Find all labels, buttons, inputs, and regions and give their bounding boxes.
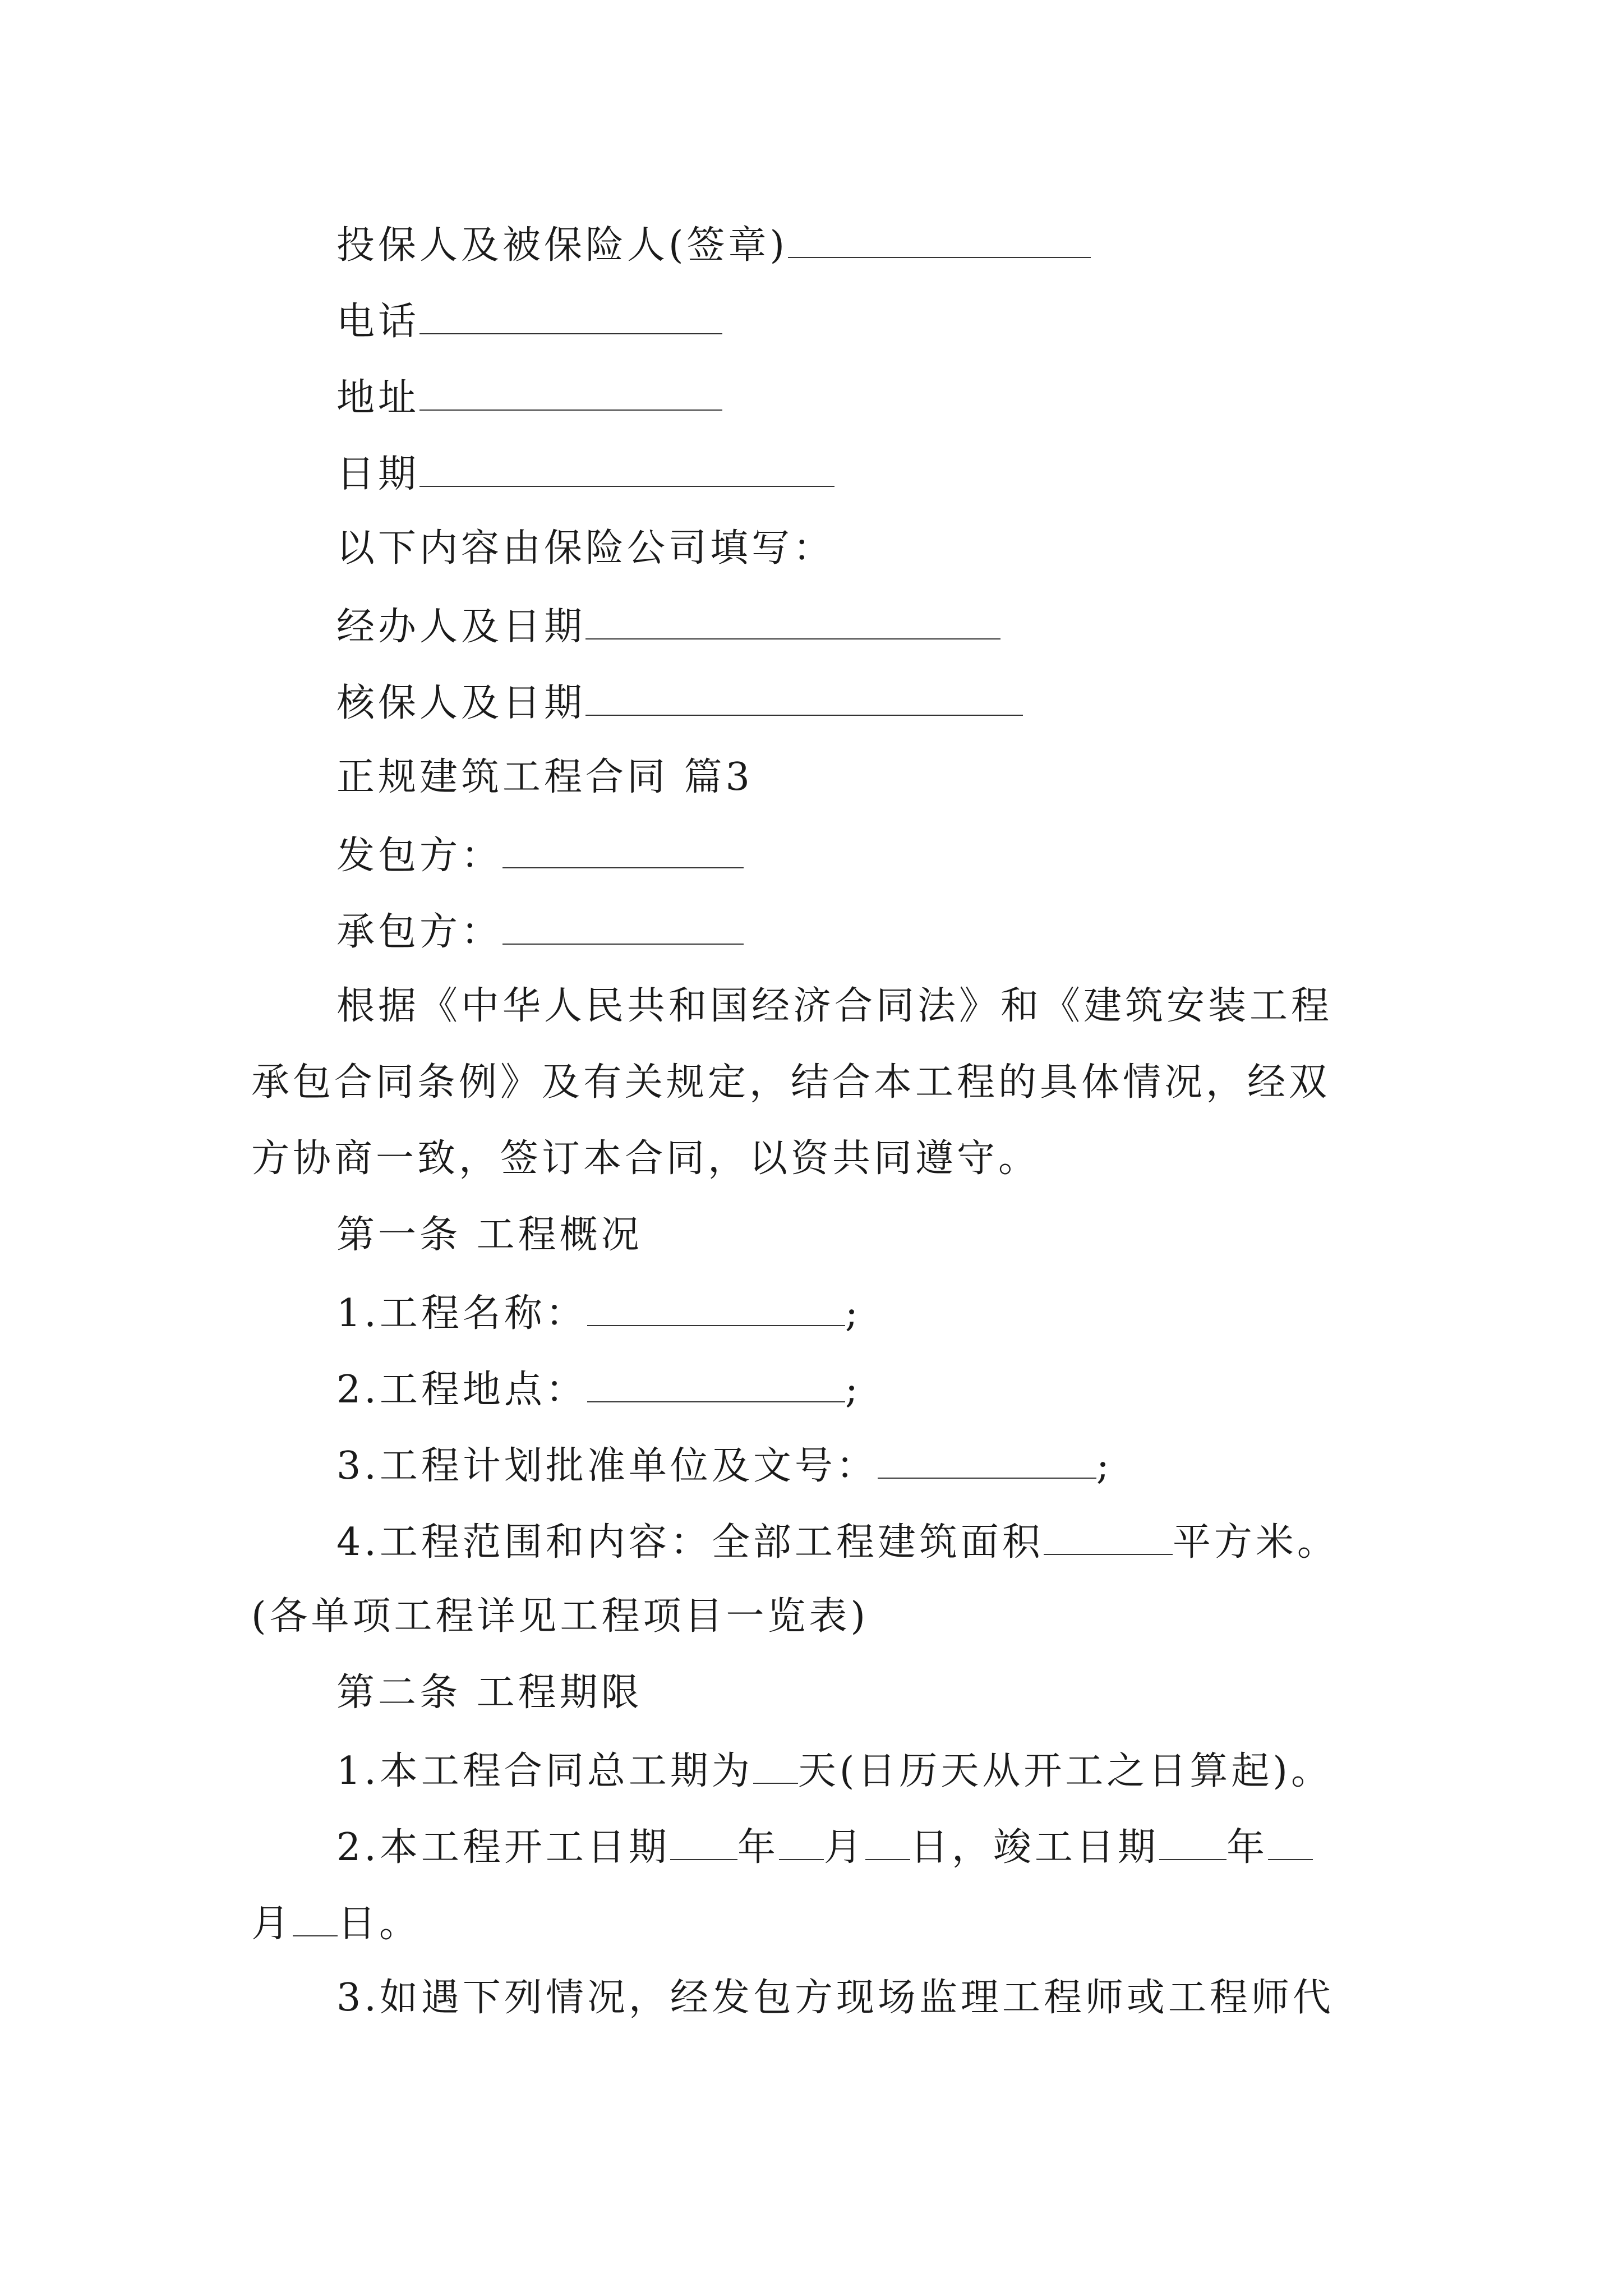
employer-label: 发包方：: [336, 834, 503, 878]
insurer-note: 以下内容由保险公司填写：: [336, 526, 835, 570]
applicant-line: [336, 223, 1091, 268]
applicant-blank[interactable]: [788, 224, 1091, 258]
contractor-blank[interactable]: [502, 911, 744, 945]
article1-heading: 第一条 工程概况: [336, 1213, 643, 1257]
preamble-line-1: 根据《中华人民共和国经济合同法》和《建筑安装工程: [336, 984, 1333, 1028]
article2-heading: 第二条 工程期限: [336, 1671, 643, 1715]
applicant-label: 投保人及被保险人(签章): [336, 223, 789, 268]
area-blank[interactable]: [1044, 1521, 1173, 1555]
employer-blank[interactable]: [502, 835, 744, 868]
date-label: 日期: [336, 452, 420, 496]
item3-semicolon: ;: [1096, 1444, 1113, 1488]
address-label: 地址: [336, 376, 420, 420]
article2-item2: [336, 1825, 1313, 1870]
end-month-label: 月: [251, 1902, 293, 1946]
article1-item1: [336, 1291, 861, 1336]
approval-unit-blank[interactable]: [878, 1445, 1096, 1479]
total-days-blank[interactable]: [753, 1750, 798, 1784]
start-day-blank[interactable]: [865, 1826, 910, 1860]
end-day-label: 日。: [338, 1902, 421, 1946]
underwriter-date-label: 核保人及日期: [336, 681, 586, 725]
article2-item1: [336, 1750, 1332, 1791]
start-month-blank[interactable]: [779, 1826, 824, 1860]
article1-item3: [336, 1444, 1113, 1488]
phone-line: [336, 300, 722, 344]
address-line: [336, 376, 722, 420]
handler-date-label: 经办人及日期: [336, 605, 586, 649]
article2-item2-cont: [251, 1902, 421, 1946]
address-blank[interactable]: [419, 377, 722, 411]
phone-blank[interactable]: [419, 301, 722, 334]
item1-semicolon: ;: [845, 1291, 861, 1336]
project-location-blank[interactable]: [587, 1369, 845, 1402]
area-unit: 平方米。: [1172, 1520, 1339, 1565]
end-month-blank[interactable]: [1268, 1826, 1313, 1860]
project-name-label: 1.工程名称：: [336, 1291, 587, 1336]
preamble-line-3: 方协商一致，签订本合同，以资共同遵守。: [251, 1137, 1040, 1181]
start-year-blank[interactable]: [670, 1826, 737, 1860]
date-blank[interactable]: [419, 453, 834, 487]
article2-item3: 3.如遇下列情况，经发包方现场监理工程师或工程师代: [336, 1976, 1334, 2020]
scope-label: 4.工程范围和内容：全部工程建筑面积: [336, 1520, 1044, 1565]
end-day-blank[interactable]: [293, 1903, 338, 1936]
phone-label: 电话: [336, 300, 420, 344]
total-period-suffix: 天(日历天从开工之日算起)。: [797, 1749, 1332, 1793]
end-year-blank[interactable]: [1159, 1826, 1227, 1860]
total-period-label: 1.本工程合同总工期为: [336, 1749, 753, 1793]
employer-line: [336, 834, 744, 878]
handler-date-blank[interactable]: [585, 606, 1000, 639]
end-year-label: 年: [1226, 1825, 1268, 1870]
project-location-label: 2.工程地点：: [336, 1368, 587, 1412]
date-line: [336, 453, 834, 494]
contractor-line: [336, 910, 744, 954]
handler-date-line: [336, 605, 1000, 649]
article1-item2: [336, 1368, 861, 1412]
article1-item4-note: (各单项工程详见工程项目一览表): [251, 1594, 869, 1639]
item2-semicolon: ;: [845, 1368, 861, 1412]
contractor-label: 承包方：: [336, 910, 503, 954]
completion-date-label: 日，竣工日期: [910, 1825, 1159, 1870]
start-year-label: 年: [737, 1825, 779, 1870]
project-name-blank[interactable]: [587, 1292, 845, 1326]
start-month-label: 月: [823, 1825, 865, 1870]
approval-unit-label: 3.工程计划批准单位及文号：: [336, 1444, 878, 1488]
start-date-label: 2.本工程开工日期: [336, 1825, 670, 1870]
preamble-line-2: 承包合同条例》及有关规定，结合本工程的具体情况，经双: [251, 1060, 1331, 1105]
underwriter-date-line: [336, 682, 1023, 723]
contract-title: 正规建筑工程合同 篇3: [336, 755, 753, 799]
article1-item4: [336, 1520, 1339, 1565]
underwriter-date-blank[interactable]: [585, 682, 1023, 716]
